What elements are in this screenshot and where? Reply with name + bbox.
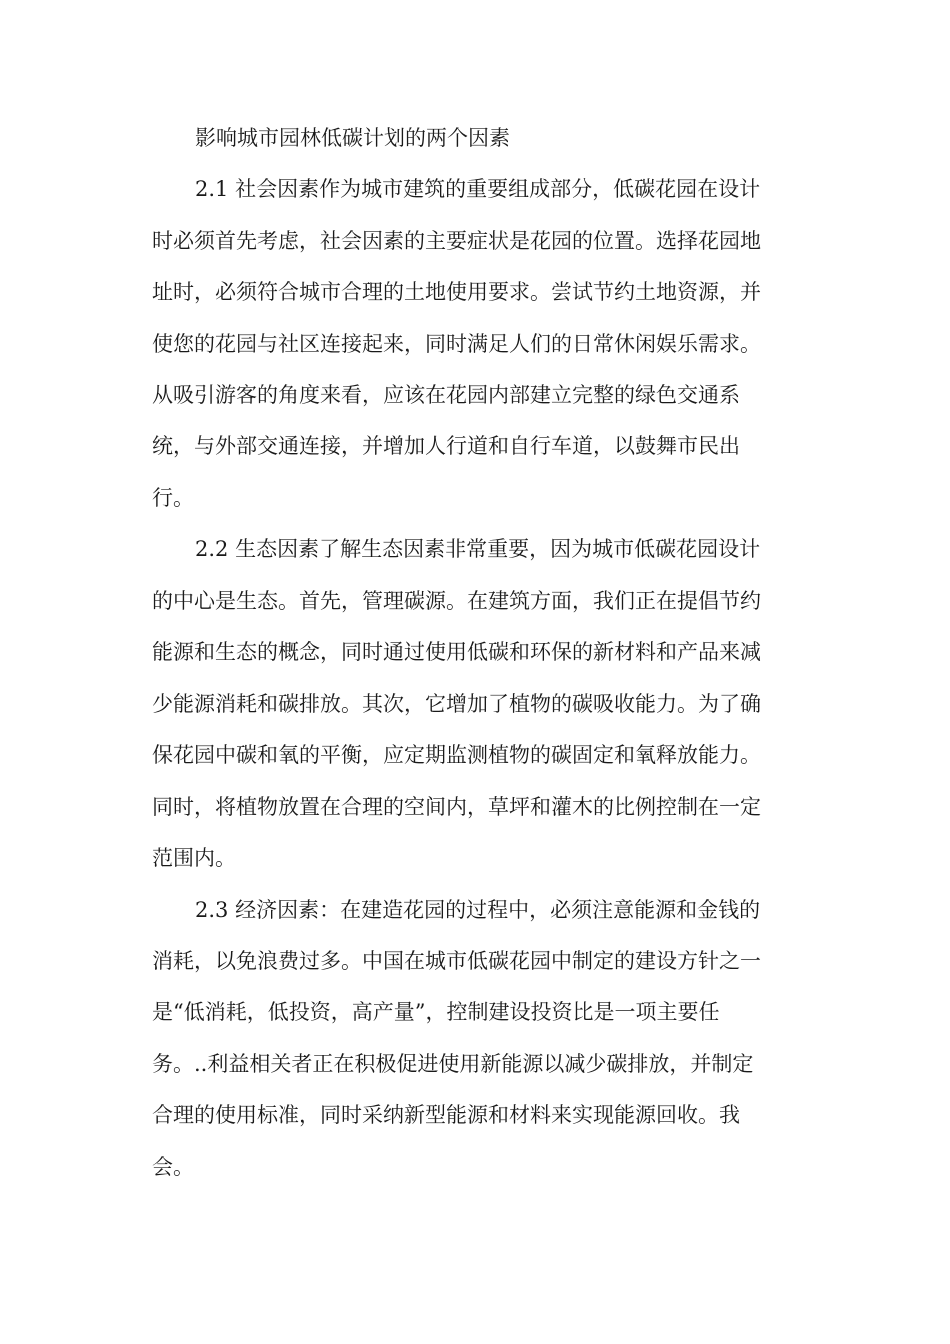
paragraph-2-1-line-4: 使您的花园与社区连接起来，同时满足人们的日常休闲娱乐需求。 <box>152 332 761 356</box>
paragraph-2-2-line-7: 范围内。 <box>152 846 236 870</box>
paragraph-2-2-line-1: 2.2 生态因素了解生态因素非常重要，因为城市低碳花园设计 <box>195 537 761 561</box>
paragraph-2-3-line-2: 消耗，以免浪费过多。中国在城市低碳花园中制定的建设方针之一 <box>152 949 761 973</box>
paragraph-2-3-line-6: 会。 <box>152 1155 194 1179</box>
paragraph-2-3-line-1: 2.3 经济因素：在建造花园的过程中，必须注意能源和金钱的 <box>195 898 761 922</box>
paragraph-2-3-line-5: 合理的使用标准，同时采纳新型能源和材料来实现能源回收。我 <box>152 1103 740 1127</box>
paragraph-2-3-line-4: 务。..利益相关者正在积极促进使用新能源以减少碳排放，并制定 <box>152 1052 754 1076</box>
paragraph-2-1-line-6: 统，与外部交通连接，并增加人行道和自行车道，以鼓舞市民出 <box>152 434 740 458</box>
paragraph-2-1-line-3: 址时，必须符合城市合理的土地使用要求。尝试节约土地资源，并 <box>152 280 761 304</box>
paragraph-2-3-line-3: 是“低消耗，低投资，高产量”，控制建设投资比是一项主要任 <box>152 1000 720 1024</box>
paragraph-2-1-line-7: 行。 <box>152 486 194 510</box>
paragraph-2-1-line-5: 从吸引游客的角度来看，应该在花园内部建立完整的绿色交通系 <box>152 383 740 407</box>
paragraph-2-2-line-4: 少能源消耗和碳排放。其次，它增加了植物的碳吸收能力。为了确 <box>152 692 761 716</box>
document-heading: 影响城市园林低碳计划的两个因素 <box>195 126 510 150</box>
paragraph-2-2-line-5: 保花园中碳和氧的平衡，应定期监测植物的碳固定和氧释放能力。 <box>152 743 761 767</box>
paragraph-2-1-line-1: 2.1 社会因素作为城市建筑的重要组成部分，低碳花园在设计 <box>195 177 761 201</box>
paragraph-2-2-line-6: 同时，将植物放置在合理的空间内，草坪和灌木的比例控制在一定 <box>152 795 761 819</box>
paragraph-2-2-line-2: 的中心是生态。首先，管理碳源。在建筑方面，我们正在提倡节约 <box>152 589 761 613</box>
paragraph-2-1-line-2: 时必须首先考虑，社会因素的主要症状是花园的位置。选择花园地 <box>152 229 761 253</box>
paragraph-2-2-line-3: 能源和生态的概念，同时通过使用低碳和环保的新材料和产品来减 <box>152 640 761 664</box>
